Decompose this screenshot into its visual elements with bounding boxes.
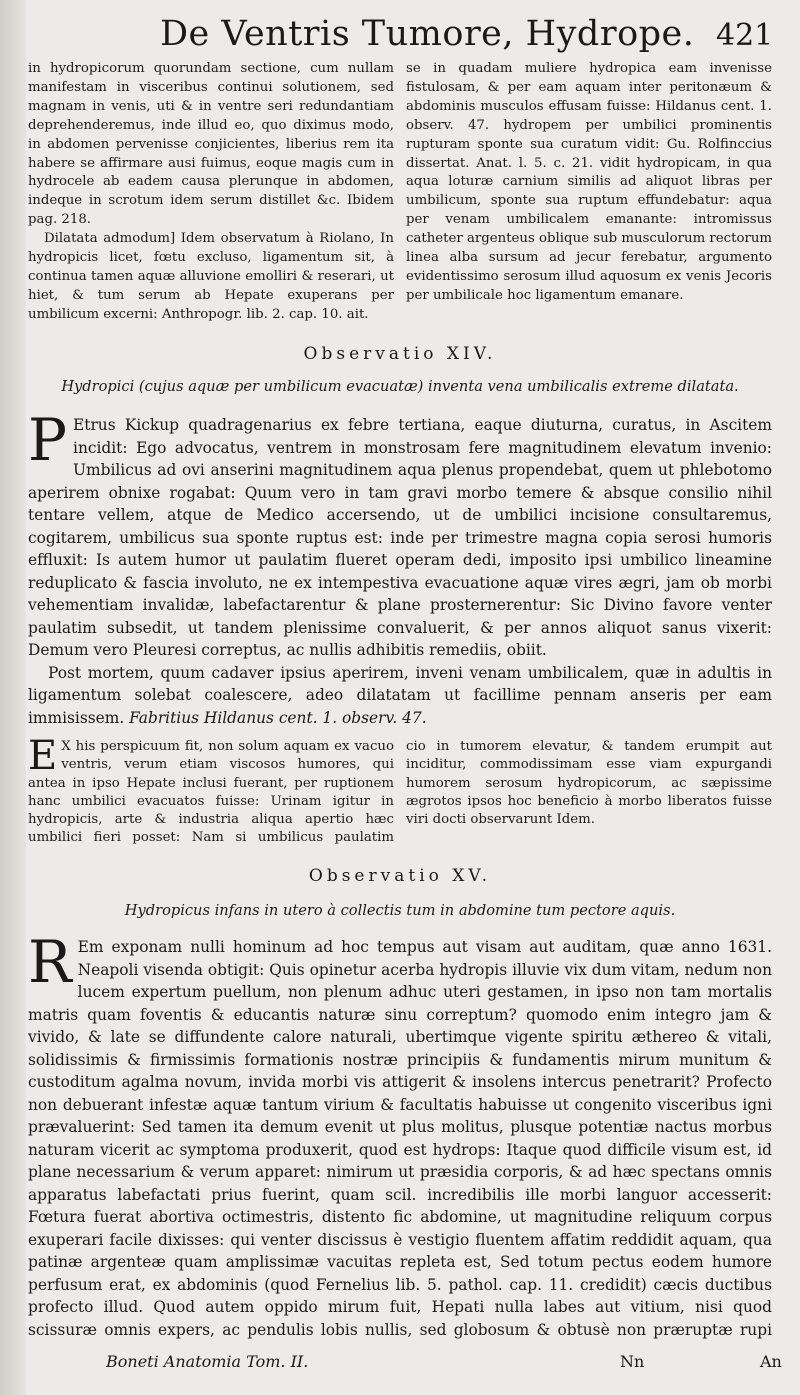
observatio-14-body bbox=[28, 414, 772, 726]
scholium-right-paragraph: cio in tumorem elevatur, & tandem erumpit aut inciditur, commodissimam esse viam expurgandi humorem serosum hydropicorum, ac sæpissime ægrotos ipsos hoc beneficio à morbo liberatos fuisse viri docti observarunt Idem. bbox=[406, 739, 772, 828]
top-two-column-text bbox=[28, 60, 772, 324]
scholium-right-column bbox=[406, 738, 772, 848]
observatio-14-subtitle: Hydropici (cujus aquæ per umbilicum evacuatæ) inventa vena umbilicalis extreme dilatata. bbox=[61, 378, 739, 395]
observatio-15-paragraph bbox=[28, 936, 772, 1344]
scholium-two-column-text bbox=[28, 738, 772, 848]
scholium-left-column bbox=[28, 738, 394, 848]
dropcap-r: R bbox=[28, 936, 72, 996]
top-right-paragraph-1: se in quadam muliere hydropica eam invenisse fistulosam, & per eam aquam inter peritonæum & abdominis musculos effusam fuisse: Hildanus cent. 1. observ. 47. hydropem per umbilici prominentis rupturam sponte sua curatum vidit: Gu. Rolfinccius dissertat. Anat. l. 5. c. 21. vidit hydropicam, in qua aqua loturæ carnium similis ad aliquot libras per umbilicum, sponte sua ruptum effundebatur: aqua per venam umbilicalem emanante: intromissus catheter argenteus oblique sub musculorum rectorum linea alba sursum ad jecur ferebatur, argumento evidentissimo serosum illud aquosum ex venis Jecoris per umbilicale hoc ligamentum emanare. bbox=[406, 61, 772, 303]
observatio-14-paragraph-2-text: Post mortem, quum cadaver ipsius aperirem, inveni venam umbilicalem, quæ in adultis in ligamentum solebat coalescere, adeo dilatatam ut facillime pennam anseris per eam immisissem. bbox=[28, 663, 772, 726]
footer-signature: Boneti Anatomia Tom. II. bbox=[106, 1352, 309, 1371]
observatio-15-subtitle: Hydropicus infans in utero à collectis tum in abdomine tum pectore aquis. bbox=[124, 902, 676, 919]
observatio-15-body bbox=[28, 936, 772, 1344]
page-gutter-shadow bbox=[0, 0, 26, 1395]
dropcap-p: P bbox=[28, 414, 68, 474]
observatio-15-title: Observatio XV. bbox=[308, 866, 492, 886]
top-right-column bbox=[406, 60, 772, 324]
scholium-left-paragraph bbox=[28, 738, 394, 848]
observatio-14-paragraph-1-text: Etrus Kickup quadragenarius ex febre tertiana, eaque diuturna, curatus, in Ascitem incidit: Ego advocatus, ventrem in monstrosam fere magnitudinem elevatum invenio: Umbilicus ad ovi anserini magnitudinem aqua plenus propendebat, quem ut phlebotomo aperirem obnixe rogabat: Quum vero in tam gravi morbo temere & absque consilio nihil tentare vellem, atque de Medico accersendo, ut de umbilici incisione consultaremus, cogitarem, umbilicus sua sponte ruptus est: inde per trimestre magna copia serosi humoris effluxit: Is autem humor ut paulatim flueret operam dedi, imposito ipsi umbilico lineamine reduplicato & fascia involuto, ne ex intempestiva evacuatione aquæ vires ægri, jam ob morbi vehementiam invalidæ, labefactarentur & plane prosternerentur: Sic Divino favore venter paulatim subsedit, ut tandem plenissime convaluerit, & per annos aliquot sanus vixerit: Demum vero Pleuresi correptus, ac nullis adhibitis remediis, obiit. bbox=[28, 416, 772, 659]
top-left-paragraph-1: in hydropicorum quorundam sectione, cum nullam manifestam in visceribus continui solutionem, sed magnam in venis, uti & in ventre seri redundantiam deprehenderemus, inde illud eo, quo diximus modo, in abdomen pervenisse conjicientes, liberius rem ita habere se affirmare ausi fuimus, eoque magis cum in hydrocele ab eadem causa plerunque in abdomen, indeque in scrotum idem serum distillet &c. Ibidem pag. 218. bbox=[28, 61, 394, 228]
running-title: De Ventris Tumore, Hydrope. bbox=[160, 14, 695, 54]
dropcap-e: E bbox=[28, 738, 58, 779]
page-header bbox=[0, 4, 800, 58]
top-left-column bbox=[28, 60, 394, 324]
observatio-14-citation: Fabritius Hildanus cent. 1. observ. 47. bbox=[129, 708, 427, 726]
observatio-14-paragraph-1 bbox=[28, 414, 772, 662]
page-number: 421 bbox=[716, 18, 774, 53]
page-footer bbox=[0, 1348, 800, 1388]
observatio-14-paragraph-2 bbox=[28, 662, 772, 727]
top-left-paragraph-2: Dilatata admodum] Idem observatum à Riolano, In hydropicis licet, fœtu excluso, ligamentum sit, à continua tamen aquæ alluvione emolliri & reserari, ut hiet, & tum serum ab Hepate exuperans per umbilicum excerni: Anthropogr. lib. 2. cap. 10. ait. bbox=[28, 231, 394, 322]
observatio-14-title: Observatio XIV. bbox=[303, 344, 497, 364]
footer-signature-mark: Nn bbox=[620, 1352, 645, 1371]
scholium-left-text: X his perspicuum fit, non solum aquam ex vacuo ventris, verum etiam viscosos humores, qui antea in ipso Hepate inclusi fuerant, per ruptionem hanc umbilici evacuatos fuisse: Urinam igitur in hydropicis, arte & industria aliqua apertio hæc umbilici fieri posset: Nam si umbilicus paulatim bbox=[28, 739, 394, 846]
footer-catchword: An bbox=[760, 1352, 782, 1371]
observatio-15-paragraph-text: Em exponam nulli hominum ad hoc tempus aut visam aut auditam, quæ anno 1631. Neapoli visenda obtigit: Quis opinetur acerba hydropis illuvie vix dum vitam, nedum non lucem expertum puellum, non plenum adhuc uteri gestamen, in ipso non tam mortalis matris quam foventis & educantis naturæ sinu correptum? quomodo enim integro jam & vivido, & late se diffundente calore naturali, ubertimque vigente spiritu æthereo & vitali, solidissimis & firmissimis formationis nostræ principiis & fundamentis mirum munitum & custoditum agalma novum, invida morbi vis attigerit & insolens intercus penetrarit? Profecto non debuerant infestæ aquæ tantum virium & facultatis habuisse ut congenito visceribus igni prævaluerint: Sed tamen ita demum evenit ut plus molitus, plusque potentiæ nactus morbus naturam vicerit ac symptoma produxerit, quod est hydrops: Itaque quod difficile visum est, id plane necessarium & verum apparet: nimirum ut præsidia corporis, & ad hæc spectans omnis apparatus labefactati prius fuerint, quam scil. incredibilis ille morbi languor accesserit: Fœtura fuerat abortiva octimestris, distento fic abdomine, ut magnitudine reliquum corpus exuperari facile dixisses: qui venter discissus è vestigio fluentem affatim reddidit aquam, qua patinæ argenteæ quam amplissimæ vacuitas repleta est, Sed totum pectus eodem humore perfusum erat, ex abdominis (quod Fernelius lib. 5. pathol. cap. 11. credidit) cæcis ductibus profecto illud. Quod autem oppido mirum fuit, Hepati nulla labes aut vitium, nisi quod scissuræ omnis expers, ac pendulis lobis nullis, sed globosum & obtusè non præruptæ rupi bbox=[28, 938, 772, 1339]
